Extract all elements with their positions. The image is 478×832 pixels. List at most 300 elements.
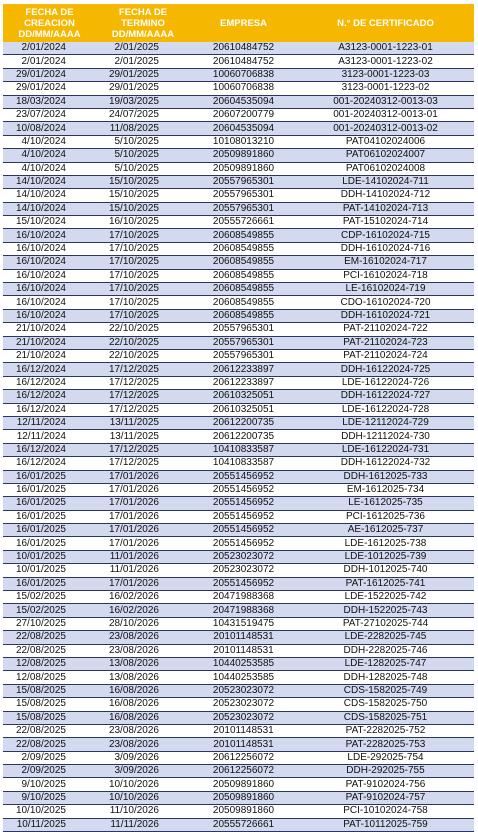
company-cell: 10108013210 — [190, 135, 297, 148]
certificate-number-cell: LDE-14102024-711 — [297, 175, 474, 188]
certificate-number-cell: LE-1612025-735 — [297, 497, 474, 510]
creation-date-cell: 16/12/2024 — [3, 457, 96, 470]
creation-date-cell: 15/10/2024 — [3, 216, 96, 229]
certificate-number-cell: DDH-16102024-716 — [297, 242, 474, 255]
company-cell: 20551456952 — [190, 483, 297, 496]
end-date-cell: 13/08/2026 — [96, 657, 190, 670]
table-row — [3, 430, 474, 443]
end-date-cell: 15/10/2025 — [96, 202, 190, 215]
creation-date-cell: 16/01/2025 — [3, 483, 96, 496]
certificate-number-cell: PAT04102024006 — [297, 135, 474, 148]
creation-date-cell: 21/10/2024 — [3, 349, 96, 362]
certificate-number-cell: CDS-1582025-751 — [297, 711, 474, 724]
end-date-cell: 17/01/2026 — [96, 577, 190, 590]
creation-date-cell: 2/01/2024 — [3, 55, 96, 68]
creation-date-cell: 29/01/2024 — [3, 82, 96, 95]
end-date-cell: 23/08/2026 — [96, 631, 190, 644]
creation-date-cell: 10/08/2024 — [3, 122, 96, 135]
certificate-number-cell: DDH-1012025-740 — [297, 564, 474, 577]
company-cell: 20608549855 — [190, 229, 297, 242]
certificate-number-cell: LDE-16122024-731 — [297, 443, 474, 456]
creation-date-cell: 27/10/2025 — [3, 617, 96, 630]
company-cell: 20523023072 — [190, 550, 297, 563]
certificate-number-cell: PAT06102024008 — [297, 162, 474, 175]
creation-date-cell: 16/10/2024 — [3, 309, 96, 322]
end-date-cell: 22/10/2025 — [96, 323, 190, 336]
company-cell: 20612200735 — [190, 416, 297, 429]
company-cell: 20607200779 — [190, 108, 297, 121]
table-row — [3, 470, 474, 483]
end-date-cell: 11/08/2025 — [96, 122, 190, 135]
table-row — [3, 336, 474, 349]
creation-date-cell: 14/10/2024 — [3, 202, 96, 215]
creation-date-cell: 18/03/2024 — [3, 95, 96, 108]
table-row — [3, 765, 474, 778]
creation-date-cell: 15/08/2025 — [3, 711, 96, 724]
certificate-number-cell: PAT-27102025-744 — [297, 617, 474, 630]
company-cell: 20509891860 — [190, 778, 297, 791]
company-cell: 10440253585 — [190, 671, 297, 684]
table-row — [3, 698, 474, 711]
end-date-cell: 24/07/2025 — [96, 108, 190, 121]
table-row — [3, 577, 474, 590]
company-cell: 20612256072 — [190, 751, 297, 764]
company-cell: 20557965301 — [190, 202, 297, 215]
table-row — [3, 202, 474, 215]
table-row — [3, 256, 474, 269]
creation-date-cell: 16/12/2024 — [3, 390, 96, 403]
end-date-cell: 17/12/2025 — [96, 443, 190, 456]
end-date-cell: 13/11/2025 — [96, 416, 190, 429]
certificate-number-cell: PAT-9102024-757 — [297, 791, 474, 804]
table-row — [3, 162, 474, 175]
end-date-cell: 17/12/2025 — [96, 390, 190, 403]
certificate-number-cell: EM-1612025-734 — [297, 483, 474, 496]
company-cell: 20523023072 — [190, 711, 297, 724]
end-date-cell: 23/08/2026 — [96, 724, 190, 737]
table-row — [3, 216, 474, 229]
certificate-number-cell: AE-1612025-737 — [297, 524, 474, 537]
creation-date-cell: 10/01/2025 — [3, 564, 96, 577]
end-date-cell: 17/01/2026 — [96, 537, 190, 550]
certificate-number-cell: PAT-10112025-759 — [297, 818, 474, 831]
creation-date-cell: 22/08/2025 — [3, 738, 96, 751]
end-date-cell: 11/01/2026 — [96, 564, 190, 577]
company-cell: 20101148531 — [190, 738, 297, 751]
table-row — [3, 738, 474, 751]
end-date-cell: 16/08/2026 — [96, 698, 190, 711]
end-date-cell: 5/10/2025 — [96, 149, 190, 162]
company-cell: 20471988368 — [190, 591, 297, 604]
certificate-number-cell: LDE-1012025-739 — [297, 550, 474, 563]
end-date-cell: 23/08/2026 — [96, 738, 190, 751]
certificate-number-cell: PCI-10102024-758 — [297, 805, 474, 818]
company-cell: 20608549855 — [190, 242, 297, 255]
company-cell: 20101148531 — [190, 644, 297, 657]
table-row — [3, 671, 474, 684]
creation-date-cell: 16/01/2025 — [3, 497, 96, 510]
company-cell: 20551456952 — [190, 497, 297, 510]
creation-date-cell: 16/12/2024 — [3, 403, 96, 416]
company-cell: 20557965301 — [190, 336, 297, 349]
certificate-number-cell: 001-20240312-0013-03 — [297, 95, 474, 108]
company-cell: 20551456952 — [190, 577, 297, 590]
certificate-number-cell: LDE-16122024-728 — [297, 403, 474, 416]
company-cell: 10410833587 — [190, 443, 297, 456]
end-date-cell: 23/08/2026 — [96, 644, 190, 657]
table-row — [3, 175, 474, 188]
certificate-number-cell: 001-20240312-0013-01 — [297, 108, 474, 121]
certificate-number-cell: PAT-21102024-722 — [297, 323, 474, 336]
table-row — [3, 242, 474, 255]
creation-date-cell: 12/08/2025 — [3, 657, 96, 670]
certificate-number-cell: EM-16102024-717 — [297, 256, 474, 269]
table-row — [3, 564, 474, 577]
end-date-cell: 17/10/2025 — [96, 256, 190, 269]
certificate-number-cell: PAT-21102024-724 — [297, 349, 474, 362]
creation-date-cell: 23/07/2024 — [3, 108, 96, 121]
creation-date-cell: 14/10/2024 — [3, 189, 96, 202]
table-row — [3, 805, 474, 818]
creation-date-cell: 29/01/2024 — [3, 68, 96, 81]
creation-date-cell: 15/08/2025 — [3, 698, 96, 711]
table-row — [3, 269, 474, 282]
creation-date-cell: 21/10/2024 — [3, 323, 96, 336]
creation-date-cell: 16/01/2025 — [3, 577, 96, 590]
end-date-cell: 17/01/2026 — [96, 497, 190, 510]
creation-date-cell: 16/12/2024 — [3, 363, 96, 376]
end-date-cell: 17/10/2025 — [96, 296, 190, 309]
certificate-number-cell: 001-20240312-0013-02 — [297, 122, 474, 135]
company-cell: 20551456952 — [190, 537, 297, 550]
table-row — [3, 483, 474, 496]
table-row — [3, 283, 474, 296]
certificate-number-cell: LDE-1282025-747 — [297, 657, 474, 670]
end-date-cell: 11/01/2026 — [96, 550, 190, 563]
company-cell: 20604535094 — [190, 95, 297, 108]
company-cell: 10060706838 — [190, 82, 297, 95]
end-date-cell: 22/10/2025 — [96, 336, 190, 349]
certificate-number-cell: PAT-2282025-752 — [297, 724, 474, 737]
end-date-cell: 17/01/2026 — [96, 483, 190, 496]
company-cell: 20610484752 — [190, 55, 297, 68]
certificate-number-cell: DDH-16122024-725 — [297, 363, 474, 376]
creation-date-cell: 16/01/2025 — [3, 510, 96, 523]
company-cell: 20557965301 — [190, 323, 297, 336]
company-cell: 20557965301 — [190, 349, 297, 362]
certificate-number-cell: DDH-1282025-748 — [297, 671, 474, 684]
end-date-cell: 3/09/2026 — [96, 751, 190, 764]
company-cell: 10060706838 — [190, 68, 297, 81]
certificate-number-cell: PAT-15102024-714 — [297, 216, 474, 229]
creation-date-cell: 21/10/2024 — [3, 336, 96, 349]
certificate-number-cell: LDE-292025-754 — [297, 751, 474, 764]
company-cell: 20555726661 — [190, 818, 297, 831]
company-cell: 20604535094 — [190, 122, 297, 135]
creation-date-cell: 22/08/2025 — [3, 724, 96, 737]
table-row — [3, 108, 474, 121]
end-date-cell: 15/10/2025 — [96, 175, 190, 188]
company-cell: 20608549855 — [190, 283, 297, 296]
table-row — [3, 778, 474, 791]
table-row — [3, 631, 474, 644]
end-date-cell: 29/01/2025 — [96, 82, 190, 95]
table-row — [3, 55, 474, 68]
creation-date-cell: 9/10/2025 — [3, 791, 96, 804]
end-date-cell: 17/01/2026 — [96, 510, 190, 523]
table-row — [3, 309, 474, 322]
certificate-number-cell: DDH-16122024-732 — [297, 457, 474, 470]
table-row — [3, 604, 474, 617]
company-cell: 20610325051 — [190, 403, 297, 416]
end-date-cell: 15/10/2025 — [96, 189, 190, 202]
table-row — [3, 296, 474, 309]
certificate-number-cell: CDS-1582025-749 — [297, 684, 474, 697]
creation-date-cell: 15/08/2025 — [3, 684, 96, 697]
end-date-cell: 10/10/2026 — [96, 778, 190, 791]
creation-date-cell: 12/08/2025 — [3, 671, 96, 684]
certificate-number-cell: PAT-2282025-753 — [297, 738, 474, 751]
company-cell: 20608549855 — [190, 269, 297, 282]
creation-date-cell: 16/10/2024 — [3, 283, 96, 296]
end-date-cell: 16/02/2026 — [96, 604, 190, 617]
company-cell: 20557965301 — [190, 189, 297, 202]
creation-date-cell: 16/01/2025 — [3, 537, 96, 550]
table-row — [3, 135, 474, 148]
creation-date-cell: 16/10/2024 — [3, 256, 96, 269]
company-cell: 20101148531 — [190, 724, 297, 737]
creation-date-cell: 16/01/2025 — [3, 470, 96, 483]
certificate-number-cell: DDH-292025-755 — [297, 765, 474, 778]
table-row — [3, 403, 474, 416]
certificate-number-cell: DDH-2282025-746 — [297, 644, 474, 657]
certificate-number-cell: LDE-16122024-726 — [297, 376, 474, 389]
certificate-number-cell: PAT-14102024-713 — [297, 202, 474, 215]
end-date-cell: 11/10/2026 — [96, 805, 190, 818]
company-cell: 10431519475 — [190, 617, 297, 630]
table-row — [3, 550, 474, 563]
table-row — [3, 376, 474, 389]
company-cell: 20555726661 — [190, 216, 297, 229]
creation-date-cell: 4/10/2024 — [3, 162, 96, 175]
creation-date-cell: 16/12/2024 — [3, 376, 96, 389]
creation-date-cell: 16/10/2024 — [3, 296, 96, 309]
end-date-cell: 17/10/2025 — [96, 283, 190, 296]
creation-date-cell: 22/08/2025 — [3, 644, 96, 657]
certificate-number-cell: A3123-0001-1223-02 — [297, 55, 474, 68]
company-cell: 20523023072 — [190, 564, 297, 577]
table-row — [3, 497, 474, 510]
table-row — [3, 617, 474, 630]
certificate-number-cell: DDH-1612025-733 — [297, 470, 474, 483]
table-row — [3, 791, 474, 804]
end-date-cell: 16/08/2026 — [96, 684, 190, 697]
company-cell: 20523023072 — [190, 684, 297, 697]
end-date-cell: 16/08/2026 — [96, 711, 190, 724]
table-row — [3, 751, 474, 764]
certificate-number-cell: 3123-0001-1223-02 — [297, 82, 474, 95]
certificate-number-cell: LDE-1522025-742 — [297, 591, 474, 604]
certificate-number-cell: DDH-14102024-712 — [297, 189, 474, 202]
company-cell: 20612200735 — [190, 430, 297, 443]
creation-date-cell: 22/08/2025 — [3, 631, 96, 644]
creation-date-cell: 2/01/2024 — [3, 42, 96, 55]
creation-date-cell: 14/10/2024 — [3, 175, 96, 188]
certificate-number-cell: DDH-1522025-743 — [297, 604, 474, 617]
certificate-number-cell: CDO-16102024-720 — [297, 296, 474, 309]
end-date-cell: 17/01/2026 — [96, 470, 190, 483]
company-cell: 20509891860 — [190, 791, 297, 804]
table-row — [3, 229, 474, 242]
end-date-cell: 22/10/2025 — [96, 349, 190, 362]
company-cell: 20610325051 — [190, 390, 297, 403]
table-row — [3, 149, 474, 162]
certificates-table-container — [3, 4, 474, 832]
certificate-number-cell: PCI-1612025-736 — [297, 510, 474, 523]
company-cell: 20523023072 — [190, 698, 297, 711]
header-end-date: FECHA DE TERMINO DD/MM/AAAA — [96, 4, 190, 42]
table-body — [3, 42, 474, 832]
company-cell: 20612233897 — [190, 376, 297, 389]
creation-date-cell: 16/12/2024 — [3, 443, 96, 456]
table-row — [3, 323, 474, 336]
table-row — [3, 657, 474, 670]
company-cell: 20612233897 — [190, 363, 297, 376]
certificate-number-cell: LDE-2282025-745 — [297, 631, 474, 644]
end-date-cell: 17/12/2025 — [96, 403, 190, 416]
end-date-cell: 3/09/2026 — [96, 765, 190, 778]
creation-date-cell: 12/11/2024 — [3, 430, 96, 443]
table-row — [3, 349, 474, 362]
table-row — [3, 644, 474, 657]
end-date-cell: 17/01/2026 — [96, 524, 190, 537]
end-date-cell: 2/01/2025 — [96, 42, 190, 55]
certificate-number-cell: LDE-12112024-729 — [297, 416, 474, 429]
creation-date-cell: 10/11/2025 — [3, 818, 96, 831]
certificates-table — [3, 4, 474, 832]
creation-date-cell: 4/10/2024 — [3, 135, 96, 148]
creation-date-cell: 12/11/2024 — [3, 416, 96, 429]
table-row — [3, 390, 474, 403]
creation-date-cell: 9/10/2025 — [3, 778, 96, 791]
company-cell: 20471988368 — [190, 604, 297, 617]
header-creation-date: FECHA DE CREACION DD/MM/AAAA — [3, 4, 96, 42]
certificate-number-cell: LDE-1612025-738 — [297, 537, 474, 550]
company-cell: 20509891860 — [190, 805, 297, 818]
certificate-number-cell: PAT-9102024-756 — [297, 778, 474, 791]
creation-date-cell: 16/10/2024 — [3, 242, 96, 255]
end-date-cell: 28/10/2026 — [96, 617, 190, 630]
certificate-number-cell: DDH-12112024-730 — [297, 430, 474, 443]
end-date-cell: 17/12/2025 — [96, 363, 190, 376]
table-row — [3, 416, 474, 429]
company-cell: 20557965301 — [190, 175, 297, 188]
company-cell: 20509891860 — [190, 162, 297, 175]
end-date-cell: 17/12/2025 — [96, 457, 190, 470]
certificate-number-cell: DDH-16122024-727 — [297, 390, 474, 403]
end-date-cell: 17/10/2025 — [96, 229, 190, 242]
company-cell: 20509891860 — [190, 149, 297, 162]
header-company: EMPRESA — [190, 4, 297, 42]
creation-date-cell: 15/02/2025 — [3, 591, 96, 604]
header-certificate-number: N.° DE CERTIFICADO — [297, 4, 474, 42]
creation-date-cell: 16/01/2025 — [3, 524, 96, 537]
company-cell: 20551456952 — [190, 510, 297, 523]
end-date-cell: 11/11/2026 — [96, 818, 190, 831]
company-cell: 20551456952 — [190, 524, 297, 537]
company-cell: 10440253585 — [190, 657, 297, 670]
end-date-cell: 17/12/2025 — [96, 376, 190, 389]
creation-date-cell: 10/01/2025 — [3, 550, 96, 563]
table-header-row — [3, 4, 474, 42]
table-row — [3, 68, 474, 81]
end-date-cell: 17/10/2025 — [96, 269, 190, 282]
end-date-cell: 5/10/2025 — [96, 162, 190, 175]
end-date-cell: 16/10/2025 — [96, 216, 190, 229]
table-row — [3, 684, 474, 697]
company-cell: 20608549855 — [190, 309, 297, 322]
company-cell: 20608549855 — [190, 296, 297, 309]
table-row — [3, 189, 474, 202]
company-cell: 20608549855 — [190, 256, 297, 269]
table-row — [3, 711, 474, 724]
table-row — [3, 591, 474, 604]
certificate-number-cell: DDH-16102024-721 — [297, 309, 474, 322]
certificate-number-cell: 3123-0001-1223-03 — [297, 68, 474, 81]
certificate-number-cell: CDP-16102024-715 — [297, 229, 474, 242]
creation-date-cell: 2/09/2025 — [3, 765, 96, 778]
table-row — [3, 524, 474, 537]
end-date-cell: 13/11/2025 — [96, 430, 190, 443]
end-date-cell: 2/01/2025 — [96, 55, 190, 68]
table-row — [3, 122, 474, 135]
end-date-cell: 29/01/2025 — [96, 68, 190, 81]
end-date-cell: 13/08/2026 — [96, 671, 190, 684]
table-row — [3, 443, 474, 456]
end-date-cell: 17/10/2025 — [96, 309, 190, 322]
creation-date-cell: 2/09/2025 — [3, 751, 96, 764]
certificate-number-cell: PCI-16102024-718 — [297, 269, 474, 282]
end-date-cell: 19/03/2025 — [96, 95, 190, 108]
table-row — [3, 363, 474, 376]
end-date-cell: 5/10/2025 — [96, 135, 190, 148]
table-row — [3, 510, 474, 523]
company-cell: 10410833587 — [190, 457, 297, 470]
certificate-number-cell: PAT-1612025-741 — [297, 577, 474, 590]
table-row — [3, 537, 474, 550]
table-row — [3, 95, 474, 108]
certificate-number-cell: PAT06102024007 — [297, 149, 474, 162]
creation-date-cell: 16/10/2024 — [3, 269, 96, 282]
company-cell: 20551456952 — [190, 470, 297, 483]
table-row — [3, 42, 474, 55]
certificate-number-cell: LE-16102024-719 — [297, 283, 474, 296]
table-row — [3, 82, 474, 95]
table-row — [3, 457, 474, 470]
company-cell: 20101148531 — [190, 631, 297, 644]
end-date-cell: 10/10/2026 — [96, 791, 190, 804]
creation-date-cell: 15/02/2025 — [3, 604, 96, 617]
table-row — [3, 818, 474, 831]
end-date-cell: 17/10/2025 — [96, 242, 190, 255]
certificate-number-cell: PAT-21102024-723 — [297, 336, 474, 349]
creation-date-cell: 4/10/2024 — [3, 149, 96, 162]
end-date-cell: 16/02/2026 — [96, 591, 190, 604]
creation-date-cell: 16/10/2024 — [3, 229, 96, 242]
table-row — [3, 724, 474, 737]
company-cell: 20612256072 — [190, 765, 297, 778]
certificate-number-cell: A3123-0001-1223-01 — [297, 42, 474, 55]
